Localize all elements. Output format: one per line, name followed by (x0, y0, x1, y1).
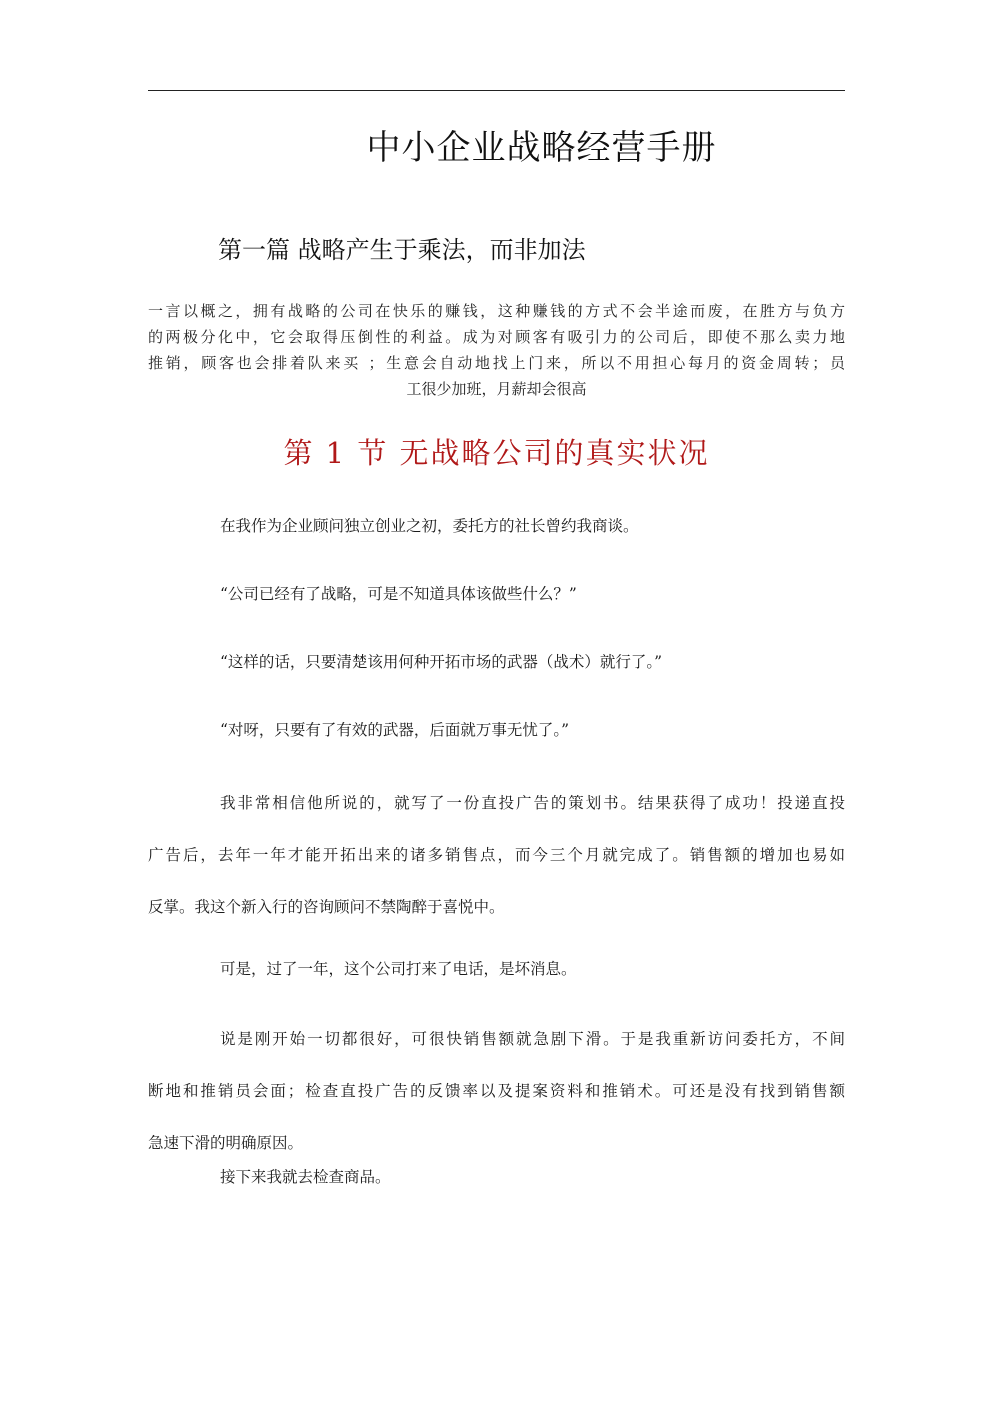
paragraph-line: 说是刚开始一切都很好，可很快销售额就急剧下滑。于是我重新访问委托方，不间 (220, 1030, 845, 1048)
intro-line: 的两极分化中，它会取得压倒性的利益。成为对顾客有吸引力的公司后，即使不那么卖力地 (148, 328, 845, 346)
paragraph-line: “这样的话，只要清楚该用何种开拓市场的武器（战术）就行了。” (220, 653, 663, 671)
paragraph-line: 在我作为企业顾问独立创业之初，委托方的社长曾约我商谈。 (220, 517, 639, 535)
body-paragraph-8 (148, 1151, 845, 1203)
intro-line: 一言以概之，拥有战略的公司在快乐的赚钱，这种赚钱的方式不会半途而废，在胜方与负方 (148, 302, 845, 320)
body-paragraph-1 (148, 500, 845, 552)
document-title: 中小企业战略经营手册 (366, 128, 717, 168)
paragraph-line: 接下来我就去检查商品。 (220, 1168, 391, 1186)
header-rule (148, 90, 845, 91)
part-title: 第一篇 战略产生于乘法，而非加法 (218, 236, 586, 264)
body-paragraph-4 (148, 704, 845, 756)
body-paragraph-3 (148, 636, 845, 688)
intro-line: 推销，顾客也会排着队来买 ；生意会自动地找上门来，所以不用担心每月的资金周转；员 (148, 354, 845, 372)
paragraph-line: “对呀，只要有了有效的武器，后面就万事无忧了。” (220, 721, 570, 739)
body-paragraph-5 (148, 777, 845, 933)
body-paragraph-6 (148, 943, 845, 995)
paragraph-line: 可是，过了一年，这个公司打来了电话，是坏消息。 (220, 960, 577, 978)
paragraph-line: 我非常相信他所说的，就写了一份直投广告的策划书。结果获得了成功！投递直投 (220, 794, 845, 812)
paragraph-line: 断地和推销员会面；检查直投广告的反馈率以及提案资料和推销术。可还是没有找到销售额 (148, 1082, 845, 1100)
body-paragraph-7 (148, 1013, 845, 1169)
paragraph-line: 反掌。我这个新入行的咨询顾问不禁陶醉于喜悦中。 (148, 898, 505, 916)
intro-line: 工很少加班，月薪却会很高 (406, 380, 587, 398)
section-title: 第 1 节 无战略公司的真实状况 (283, 436, 710, 470)
paragraph-line: “公司已经有了战略，可是不知道具体该做些什么？” (220, 585, 577, 603)
paragraph-line: 急速下滑的明确原因。 (148, 1134, 304, 1152)
intro-paragraph (148, 298, 845, 402)
body-paragraph-2 (148, 568, 845, 620)
paragraph-line: 广告后，去年一年才能开拓出来的诸多销售点，而今三个月就完成了。销售额的增加也易如 (148, 846, 845, 864)
